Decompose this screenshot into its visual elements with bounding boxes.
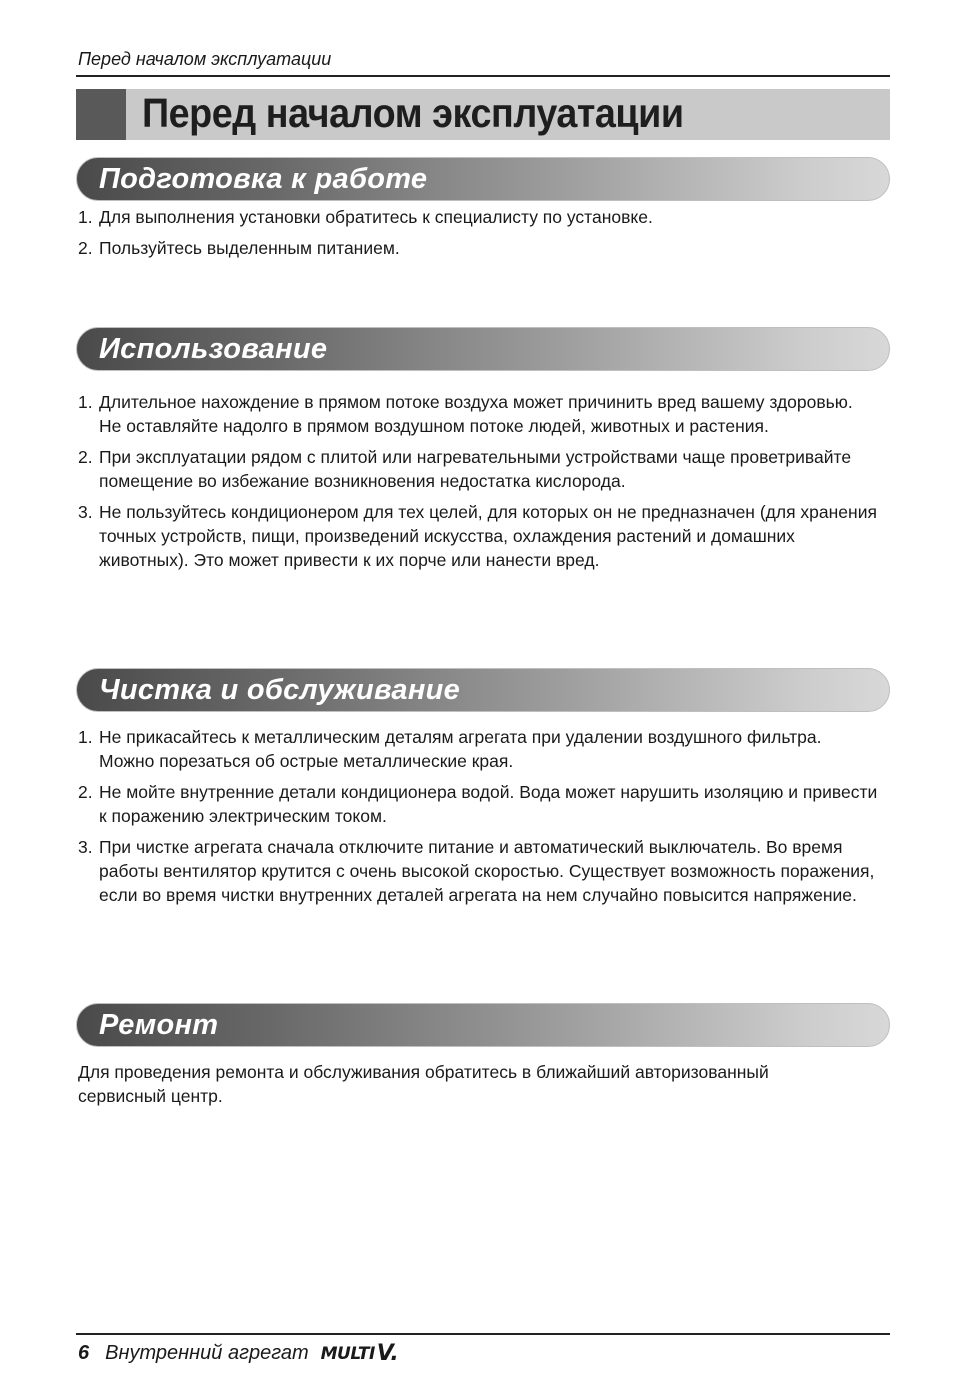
item-number: 1. <box>78 727 93 747</box>
list-item <box>78 236 878 260</box>
preparation-list <box>78 205 878 267</box>
list-item <box>78 835 878 907</box>
page-footer <box>78 1341 399 1366</box>
item-text: Не прикасайтесь к металлическим деталям агрегата при удалении воздушного фильтра. Можно порезаться об острые металлические края. <box>99 727 822 771</box>
item-number: 1. <box>78 207 93 227</box>
usage-list <box>78 390 878 579</box>
page-title: Перед началом эксплуатации <box>142 90 684 136</box>
section-title: Чистка и обслуживание <box>99 674 461 706</box>
item-number: 3. <box>78 837 93 857</box>
list-item <box>78 390 878 438</box>
footer-rule <box>76 1333 890 1335</box>
repair-paragraph: Для проведения ремонта и обслуживания обратитесь в ближайший авторизованный сервисный центр. <box>78 1062 769 1106</box>
item-number: 3. <box>78 502 93 522</box>
section-header-preparation <box>76 157 890 201</box>
section-title: Использование <box>99 333 328 365</box>
item-number: 2. <box>78 782 93 802</box>
multi-v-logo: MULTI <box>320 1343 375 1364</box>
multi-v-logo-mark: V. <box>376 1341 399 1366</box>
section-header-cleaning <box>76 668 890 712</box>
item-number: 2. <box>78 238 93 258</box>
list-item <box>78 205 878 229</box>
item-text: Не пользуйтесь кондиционером для тех целей, для которых он не предназначен (для хранения точных устройств, пищи, произведений искусства, охлаждения растений и домашних животных). Это может привести к их порче или нанести вред. <box>99 502 877 570</box>
section-title: Подготовка к работе <box>99 163 428 195</box>
page-number: 6 <box>78 1342 90 1364</box>
item-text: Длительное нахождение в прямом потоке воздуха может причинить вред вашему здоровью. Не оставляйте надолго в прямом воздушном потоке людей, животных и растения. <box>99 392 853 436</box>
list-item <box>78 445 878 493</box>
list-item <box>78 725 878 773</box>
item-text: Пользуйтесь выделенным питанием. <box>99 238 400 258</box>
list-item <box>78 780 878 828</box>
item-text: Не мойте внутренние детали кондиционера водой. Вода может нарушить изоляцию и привести к поражению электрическим током. <box>99 782 878 826</box>
item-text: Для выполнения установки обратитесь к специалисту по установке. <box>99 207 653 227</box>
section-title: Ремонт <box>99 1009 219 1041</box>
section-header-usage <box>76 327 890 371</box>
footer-text: Внутренний агрегат <box>105 1342 309 1364</box>
title-accent-block <box>76 89 126 140</box>
item-number: 2. <box>78 447 93 467</box>
item-text: При чистке агрегата сначала отключите питание и автоматический выключатель. Во время работы вентилятор крутится с очень высокой скоростью. Существует возможность поражения, если во время чистки внутренних деталей агрегата на нем случайно повысится напряжение. <box>99 837 875 905</box>
running-header: Перед началом эксплуатации <box>78 49 332 69</box>
header-rule <box>76 75 890 77</box>
list-item <box>78 500 878 572</box>
cleaning-list <box>78 725 878 914</box>
item-text: При эксплуатации рядом с плитой или нагревательными устройствами чаще проветривайте помещение во избежание возникновения недостатка кислорода. <box>99 447 852 491</box>
item-number: 1. <box>78 392 93 412</box>
page-title-bar <box>76 89 890 140</box>
section-header-repair <box>76 1003 890 1047</box>
